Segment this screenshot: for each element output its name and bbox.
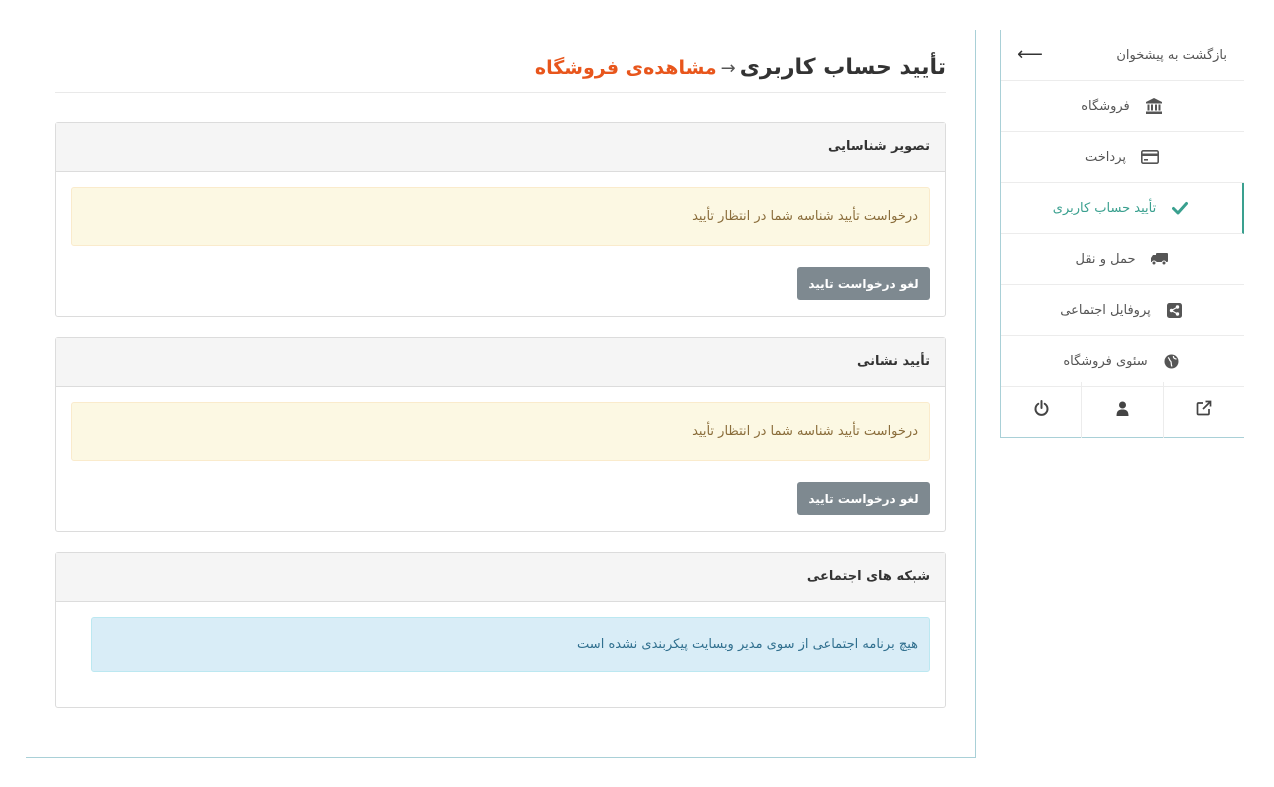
address-verification-panel xyxy=(55,337,946,532)
back-label: بازگشت به پیشخوان xyxy=(1116,47,1227,63)
credit-card-icon xyxy=(1140,148,1160,166)
arrow-left-icon: ⟵ xyxy=(1017,44,1043,65)
page-title-text: تأیید حساب کاربری xyxy=(739,55,946,80)
sidebar-footer xyxy=(1001,382,1244,438)
bank-icon xyxy=(1144,97,1164,115)
view-store-link[interactable]: مشاهده‌ی فروشگاه xyxy=(534,57,717,79)
check-icon xyxy=(1170,199,1190,217)
sidebar-item-label: فروشگاه xyxy=(1081,98,1130,114)
title-arrow: → xyxy=(720,58,736,79)
id-image-panel xyxy=(55,122,946,317)
sidebar-item-label: سئوی فروشگاه xyxy=(1063,353,1148,369)
sidebar-item-label: حمل و نقل xyxy=(1075,251,1136,267)
sidebar-item-label: پروفایل اجتماعی xyxy=(1060,302,1151,318)
truck-icon xyxy=(1150,250,1170,268)
sidebar-item-label: تأیید حساب کاربری xyxy=(1052,200,1157,216)
sidebar-item-label: پرداخت xyxy=(1085,149,1126,165)
panel-heading: شبکه های اجتماعی xyxy=(56,553,945,602)
profile-button[interactable] xyxy=(1082,382,1163,438)
cancel-verification-button[interactable]: لغو درخواست تایید xyxy=(797,267,930,300)
sidebar-item-account-verification[interactable] xyxy=(1001,183,1244,234)
panel-heading: تأیید نشانی xyxy=(56,338,945,387)
external-link-icon xyxy=(1196,400,1212,420)
pending-alert: درخواست تأیید شناسه شما در انتظار تأیید xyxy=(71,187,930,246)
panel-heading: تصویر شناسایی xyxy=(56,123,945,172)
sidebar xyxy=(1000,30,1244,438)
sidebar-item-shipping[interactable] xyxy=(1001,234,1244,285)
back-to-dashboard[interactable] xyxy=(1001,30,1244,81)
sidebar-item-payment[interactable] xyxy=(1001,132,1244,183)
page-header xyxy=(55,50,946,93)
cancel-verification-button[interactable]: لغو درخواست تایید xyxy=(797,482,930,515)
sidebar-item-store[interactable] xyxy=(1001,81,1244,132)
user-icon xyxy=(1116,401,1129,420)
visit-store-button[interactable] xyxy=(1164,382,1244,438)
power-icon xyxy=(1034,400,1049,420)
sidebar-item-social-profile[interactable] xyxy=(1001,285,1244,336)
pending-alert: درخواست تأیید شناسه شما در انتظار تأیید xyxy=(71,402,930,461)
social-networks-panel xyxy=(55,552,946,708)
share-icon xyxy=(1165,301,1185,319)
globe-icon xyxy=(1162,352,1182,370)
no-social-apps-alert: هیچ برنامه اجتماعی از سوی مدیر وبسایت پیکربندی نشده است xyxy=(91,617,930,672)
sidebar-item-store-seo[interactable] xyxy=(1001,336,1244,387)
power-button[interactable] xyxy=(1001,382,1082,438)
page-title xyxy=(55,50,946,87)
